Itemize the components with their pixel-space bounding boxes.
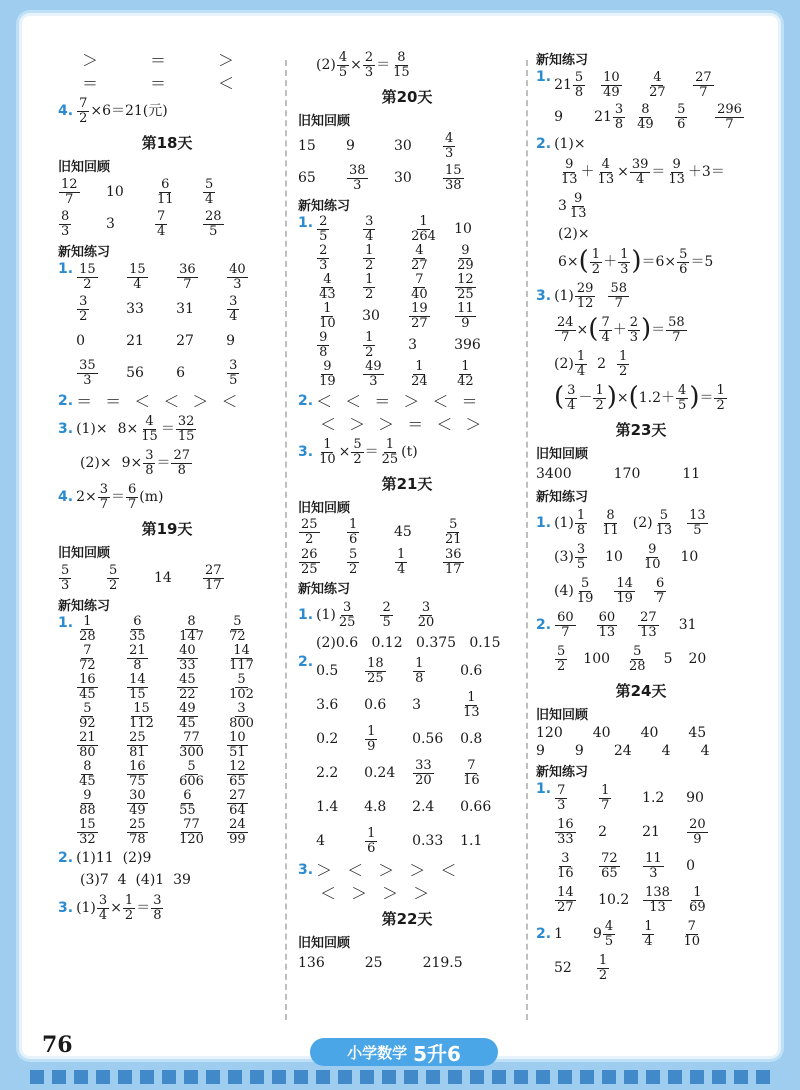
fraction: $\frac{16}{33}$	[557, 816, 574, 847]
review-heading: 旧知回顾	[298, 114, 351, 129]
answer-value: 0.33	[412, 832, 444, 849]
fraction: $\frac{77}{300}$	[179, 730, 204, 760]
fraction: $\frac{8}{15}$	[393, 49, 410, 80]
column-2	[298, 48, 516, 1030]
answer-row: 9 9 24 4 4	[536, 742, 710, 759]
fraction: $\frac{7}{2}$	[79, 95, 88, 126]
fraction: $\frac{3}{4}$	[229, 293, 238, 324]
question-3: 3. (1)× 8× $\frac{4}{15}$ ＝ $\frac{32}{15}$	[58, 413, 195, 444]
fraction: $\frac{49}{45}$	[179, 701, 196, 731]
fraction: $\frac{3}{2}$	[79, 293, 88, 324]
fraction: $\frac{7}{4}$	[157, 208, 166, 239]
fraction: $\frac{77}{120}$	[179, 817, 204, 847]
answer-value: 45	[394, 523, 412, 540]
fraction: $\frac{3}{7}$	[99, 481, 108, 512]
question-3-part-2: (2)× 9× $\frac{3}{8}$ ＝ $\frac{27}{8}$	[80, 447, 191, 478]
fraction: $\frac{9}{8}$	[319, 330, 328, 360]
fraction: $\frac{16}{45}$	[79, 672, 96, 702]
fraction: $\frac{14}{19}$	[616, 575, 633, 606]
fraction: $\frac{25}{78}$	[129, 817, 146, 847]
fraction: $\frac{21}{8}$	[129, 643, 146, 673]
fraction: $\frac{5}{2}$	[353, 436, 362, 467]
fraction: $\frac{6}{35}$	[129, 614, 146, 644]
fraction: $\frac{5}{102}$	[229, 672, 254, 702]
review-heading: 旧知回顾	[58, 546, 111, 561]
fraction: $\frac{7}{4}$	[601, 314, 610, 345]
fraction: $\frac{9}{13}$	[668, 156, 685, 187]
fraction: $\frac{15}{32}$	[79, 817, 96, 847]
answer-value: 9	[226, 332, 235, 349]
fraction: $\frac{3}{20}$	[417, 599, 435, 630]
answer-value: 0.24	[364, 764, 396, 781]
answer-value: 31	[176, 300, 194, 317]
review-heading: 旧知回顾	[298, 936, 351, 951]
answer-value: 0.66	[460, 798, 492, 815]
fraction: $\frac{4}{43}$	[319, 272, 336, 302]
fraction: $\frac{30}{49}$	[129, 788, 146, 818]
fraction: $\frac{1}{2}$	[365, 330, 374, 360]
fraction: $\frac{20}{9}$	[689, 816, 706, 847]
fraction: $\frac{15}{112}$	[129, 701, 154, 731]
answer-value: 9	[346, 137, 355, 154]
answer-value: 21	[642, 823, 660, 840]
practice-heading: 新知练习	[536, 490, 589, 505]
fraction: $\frac{5}{6}$	[679, 246, 688, 277]
fraction: $\frac{3}{8}$	[145, 447, 154, 478]
fraction: 21 $\frac{3}{8}$	[594, 101, 624, 132]
fraction: $\frac{9}{29}$	[457, 243, 474, 273]
fraction: $\frac{8}{49}$	[637, 101, 654, 132]
answer-value: 30	[394, 137, 412, 154]
answer-value: 0.2	[316, 730, 339, 747]
answer-value: 21	[126, 332, 144, 349]
question-4: 4. $\frac{7}{2}$ ×6＝21(元)	[58, 95, 168, 126]
fraction: $\frac{60}{13}$	[598, 609, 616, 640]
question-1: 1. 21 $\frac{5}{8}$ $\frac{10}{49}$ $\frac{4}{27}$ $\frac{27}{7}$ 9 21 $\frac{3}{8}$ $\frac{8}{49}$ $\frac{5}{6}$ $\frac{296}{7}$	[536, 69, 746, 133]
carry-over-answer: (2) $\frac{4}{5}$ × $\frac{2}{3}$ ＝ $\frac{8}{15}$	[316, 49, 410, 80]
fraction: $\frac{10}{49}$	[603, 69, 620, 100]
question-1: 1. $\frac{15}{2}$ $\frac{15}{4}$ $\frac{36}{7}$ $\frac{40}{3}$ $\frac{3}{2}$ 33 31 $\frac{3}{4}$ 0 21 27 9 $\frac{35}{3}$ 56 6 $\frac{3}{5}$	[58, 261, 276, 389]
fraction: $\frac{1}{9}$	[367, 723, 376, 754]
fraction: $\frac{1}{4}$	[576, 348, 586, 379]
fraction: $\frac{5}{2}$	[349, 546, 358, 577]
fraction: $\frac{40}{3}$	[229, 261, 246, 292]
fraction: $\frac{5}{2}$	[109, 562, 118, 593]
fraction: $\frac{19}{27}$	[411, 301, 428, 331]
question-1-part-4: (4) $\frac{5}{19}$ $\frac{14}{19}$ $\frac{6}{7}$	[554, 575, 665, 606]
decorative-stripes	[30, 1070, 770, 1084]
question-3-part-2: (2) $\frac{1}{4}$ 2 $\frac{1}{2}$	[554, 348, 628, 379]
question-2-part-2: $\frac{5}{2}$ 100 $\frac{5}{28}$ 5 20	[557, 643, 707, 674]
fraction: $\frac{1}{24}$	[411, 359, 428, 389]
fraction: $\frac{8}{147}$	[179, 614, 204, 644]
answer-grid	[298, 130, 516, 194]
question-2-work: $\frac{9}{13}$ ＋ $\frac{4}{13}$ × $\frac{39}{4}$ ＝ $\frac{9}{13}$ ＋3＝	[561, 156, 725, 187]
fraction: $\frac{5}{21}$	[445, 516, 462, 547]
fraction: $\frac{3}{8}$	[153, 892, 162, 923]
fraction: $\frac{1}{2}$	[598, 952, 608, 983]
day-title: 第22天	[381, 910, 433, 928]
answer-grid	[58, 562, 276, 594]
fraction: $\frac{1}{4}$	[644, 918, 653, 949]
fraction: $\frac{5}{3}$	[61, 562, 70, 593]
fraction: $\frac{7}{16}$	[463, 757, 480, 788]
answer-value: 1.2	[642, 789, 665, 806]
page-footer	[0, 1030, 800, 1090]
fraction: $\frac{1}{42}$	[457, 359, 474, 389]
day-title: 第21天	[381, 475, 433, 493]
fraction: $\frac{4}{13}$	[597, 156, 615, 187]
fraction: $\frac{32}{15}$	[177, 413, 195, 444]
answer-value: 0.56	[412, 730, 444, 747]
fraction: $\frac{5}{72}$	[229, 614, 246, 644]
day-title: 第24天	[615, 682, 667, 700]
fraction: $\frac{16}{75}$	[129, 759, 146, 789]
answer-value: 65	[298, 169, 316, 186]
question-1: 1. $\frac{1}{28}$ $\frac{6}{35}$ $\frac{8}{147}$ $\frac{5}{72}$ $\frac{7}{72}$ $\frac{21}{8}$ $\frac{40}{33}$ $\frac{14}{117}$ $\frac{16}{45}$ $\frac{14}{15}$ $\frac{45}{22}$ $\frac{5}{102}$ $\frac{5}{92}$ $\frac{15}{112}$ $\frac{49}{45}$ $\frac{3}{800}$ $\frac{21}{80}$ $\frac{25}{81}$ $\frac{77}{300}$ $\frac{10}{51}$ $\frac{8}{45}$ $\frac{16}{75}$ $\frac{5}{606}$ $\frac{12}{65}$ $\frac{9}{88}$ $\frac{30}{49}$ $\frac{6}{55}$ $\frac{27}{64}$ $\frac{15}{32}$ $\frac{25}{78}$ $\frac{77}{120}$ $\frac{24}{99}$	[58, 615, 276, 847]
fraction: $\frac{14}{117}$	[229, 643, 254, 673]
fraction: $\frac{14}{27}$	[557, 884, 574, 915]
fraction: $\frac{1}{28}$	[79, 614, 96, 644]
fraction: $\frac{7}{40}$	[411, 272, 428, 302]
day-title: 第18天	[141, 134, 193, 152]
fraction: $\frac{2}{5}$	[319, 214, 328, 244]
question-4: 4. 2× $\frac{3}{7}$ ＝ $\frac{6}{7}$ (m)	[58, 481, 164, 512]
question-3: 3. (1) $\frac{3}{4}$ × $\frac{1}{2}$ ＝ $\frac{3}{8}$	[58, 892, 162, 923]
column-1	[58, 48, 276, 1030]
fraction: $\frac{5}{13}$	[655, 507, 673, 538]
fraction: $\frac{1}{8}$	[576, 507, 586, 538]
review-heading: 旧知回顾	[58, 160, 111, 175]
question-2: 2. (1)×	[536, 135, 586, 152]
fraction: $\frac{38}{3}$	[349, 162, 366, 193]
fraction: $\frac{2}{5}$	[382, 599, 391, 630]
fraction: $\frac{3}{5}$	[229, 357, 238, 388]
answer-value: 4.8	[364, 798, 387, 815]
question-3-work: $\frac{24}{7}$ × ( $\frac{7}{4}$ ＋ $\frac{2}{3}$ ) ＝ $\frac{58}{7}$	[557, 314, 685, 345]
question-2-result: 3 $\frac{9}{13}$	[558, 190, 587, 221]
fraction: $\frac{1}{10}$	[319, 301, 336, 331]
answer-value: 3	[408, 337, 417, 354]
day-title: 第23天	[615, 421, 667, 439]
fraction: $\frac{4}{5}$	[604, 918, 614, 949]
fraction: $\frac{8}{11}$	[602, 507, 619, 538]
fraction: $\frac{25}{81}$	[129, 730, 146, 760]
answer-grid	[554, 781, 730, 917]
fraction: $\frac{10}{51}$	[229, 730, 246, 760]
fraction: $\frac{72}{65}$	[601, 850, 618, 881]
fraction: $\frac{9}{13}$	[569, 190, 587, 221]
fraction: $\frac{7}{3}$	[557, 782, 566, 813]
fraction: $\frac{27}{7}$	[695, 69, 712, 100]
question-2: 2. ＝ ＝ ＜ ＜ ＞ ＜	[58, 392, 238, 411]
fraction: $\frac{1}{2}$	[595, 382, 604, 413]
compare-row: ＝ ＝ ＜	[82, 74, 235, 93]
review-heading: 旧知回顾	[536, 708, 589, 723]
fraction: $\frac{5}{92}$	[79, 701, 96, 731]
fraction: $\frac{6}{7}$	[655, 575, 665, 606]
fraction: $\frac{6}{7}$	[127, 481, 137, 512]
fraction: $\frac{58}{7}$	[610, 280, 627, 311]
question-2-part-2: (3)7 4 (4)1 39	[80, 871, 191, 888]
answer-value: 1.1	[460, 832, 483, 849]
compare-row: ＞ ＝ ＞	[82, 51, 235, 70]
fraction: $\frac{1}{6}$	[367, 825, 376, 856]
question-1-part-3: (3) $\frac{3}{5}$ 10 $\frac{9}{10}$ 10	[554, 541, 699, 572]
fraction: $\frac{1}{7}$	[601, 782, 610, 813]
answer-value: 15	[298, 137, 316, 154]
answer-value: 2.2	[316, 764, 339, 781]
fraction: $\frac{1}{3}$	[620, 246, 629, 277]
book-title-banner: 小学数学 5升6	[310, 1038, 498, 1066]
fraction: $\frac{3}{4}$	[98, 892, 108, 923]
fraction: $\frac{1}{2}$	[591, 246, 601, 277]
fraction: $\frac{4}{27}$	[411, 243, 428, 273]
fraction: $\frac{12}{65}$	[229, 759, 246, 789]
fraction: $\frac{7}{72}$	[79, 643, 96, 673]
practice-heading: 新知练习	[58, 245, 111, 260]
answer-value: 27	[176, 332, 194, 349]
fraction: $\frac{3}{16}$	[557, 850, 574, 881]
answer-grid	[76, 261, 276, 389]
fraction: $\frac{25}{2}$	[301, 516, 318, 547]
answer-value: 0.8	[460, 730, 483, 747]
answer-value: 0.5	[316, 662, 339, 679]
answer-value: 56	[126, 364, 144, 381]
practice-heading: 新知练习	[58, 599, 111, 614]
fraction: $\frac{5}{28}$	[629, 643, 646, 674]
fraction: $\frac{2}{3}$	[364, 49, 374, 80]
fraction: $\frac{60}{7}$	[557, 609, 574, 640]
fraction: $\frac{12}{7}$	[61, 176, 78, 207]
fraction: $\frac{3}{4}$	[567, 382, 576, 413]
fraction: $\frac{29}{12}$	[576, 280, 594, 311]
fraction: $\frac{24}{7}$	[557, 314, 574, 345]
fraction: $\frac{4}{5}$	[678, 382, 687, 413]
question-1: 1. $\frac{2}{5}$ $\frac{3}{4}$ $\frac{1}{264}$ 10 $\frac{2}{3}$ $\frac{1}{2}$ $\frac{4}{27}$ $\frac{9}{29}$ $\frac{4}{43}$ $\frac{1}{2}$ $\frac{7}{40}$ $\frac{12}{25}$ $\frac{1}{10}$ 30 $\frac{19}{27}$ $\frac{11}{9}$ $\frac{9}{8}$ $\frac{1}{2}$ 3 396 $\frac{9}{19}$ $\frac{49}{3}$ $\frac{1}{24}$ $\frac{1}{42}$	[298, 215, 516, 389]
fraction: $\frac{1}{13}$	[463, 689, 480, 720]
answer-value: 14	[154, 569, 172, 586]
fraction: $\frac{27}{13}$	[640, 609, 657, 640]
fraction: $\frac{9}{19}$	[319, 359, 336, 389]
fraction: $\frac{18}{25}$	[367, 655, 384, 686]
answer-grid	[554, 101, 754, 133]
question-2-part-2: ＜ ＞ ＞ ＝ ＜ ＞	[320, 415, 482, 434]
fraction: $\frac{27}{64}$	[229, 788, 246, 818]
fraction: $\frac{33}{20}$	[415, 757, 432, 788]
question-2: 2. $\frac{60}{7}$ $\frac{60}{13}$ $\frac{27}{13}$ 31	[536, 609, 697, 640]
answer-value: 6	[176, 364, 185, 381]
question-2-part-2-work: 6× ( $\frac{1}{2}$ ＋ $\frac{1}{3}$ ) ＝6× $\frac{5}{6}$ ＝5	[558, 246, 714, 277]
review-heading: 旧知回顾	[298, 501, 351, 516]
page-number: 76	[42, 1032, 73, 1058]
answer-value: 3	[412, 696, 421, 713]
answer-value: 9	[554, 108, 563, 125]
fraction: $\frac{24}{99}$	[229, 817, 246, 847]
fraction: $\frac{4}{27}$	[649, 69, 666, 100]
question-3: 3. (1) $\frac{29}{12}$ $\frac{58}{7}$	[536, 280, 627, 311]
fraction: $\frac{9}{13}$	[561, 156, 578, 187]
question-3-part-2-work: ( $\frac{3}{4}$ － $\frac{1}{2}$ ) × ( 1.2＋ $\frac{4}{5}$ ) ＝ $\frac{1}{2}$	[554, 382, 725, 413]
answer-value: 396	[454, 337, 481, 354]
fraction: $\frac{138}{13}$	[645, 884, 670, 915]
answer-value: 2.4	[412, 798, 435, 815]
fraction: $\frac{1}{10}$	[319, 436, 336, 467]
fraction: $\frac{7}{10}$	[683, 918, 701, 949]
fraction: $\frac{3}{800}$	[229, 701, 254, 731]
fraction: $\frac{14}{15}$	[129, 672, 146, 702]
question-2: 2. ＜ ＜ ＝ ＞ ＜ ＝	[298, 392, 478, 411]
fraction: $\frac{6}{11}$	[157, 176, 174, 207]
answer-row: 136 25 219.5	[298, 954, 463, 971]
fraction: $\frac{40}{33}$	[179, 643, 196, 673]
fraction: $\frac{15}{4}$	[129, 261, 146, 292]
question-1: 1. $\frac{7}{3}$ $\frac{1}{7}$ 1.2 90 $\frac{16}{33}$ 2 21 $\frac{20}{9}$ $\frac{3}{16}$ $\frac{72}{65}$ $\frac{11}{3}$ 0 $\frac{14}{27}$ 10.2 $\frac{138}{13}$ $\frac{1}{69}$	[536, 781, 746, 917]
fraction: $\frac{1}{8}$	[415, 655, 424, 686]
column-3	[536, 48, 746, 1030]
answer-value: 2	[598, 823, 607, 840]
answer-value: 0	[686, 857, 695, 874]
fraction: $\frac{35}{3}$	[79, 357, 96, 388]
fraction: $\frac{27}{17}$	[205, 562, 222, 593]
fraction: $\frac{2}{3}$	[629, 314, 638, 345]
answer-value: 0.6	[364, 696, 387, 713]
fraction: $\frac{3}{25}$	[338, 599, 356, 630]
fraction: $\frac{8}{45}$	[79, 759, 96, 789]
day-title: 第20天	[381, 88, 433, 106]
review-heading: 旧知回顾	[536, 447, 589, 462]
fraction: $\frac{45}{22}$	[179, 672, 196, 702]
answer-value: 1.4	[316, 798, 339, 815]
answer-value: 0	[76, 332, 85, 349]
column-divider	[526, 60, 528, 1020]
fraction: $\frac{1}{2}$	[619, 348, 628, 379]
fraction: $\frac{8}{3}$	[61, 208, 70, 239]
answer-grid	[316, 215, 500, 389]
day-title: 第19天	[141, 520, 193, 538]
practice-heading: 新知练习	[536, 765, 589, 780]
question-2: 2. (1)11 (2)9	[58, 849, 152, 866]
fraction: $\frac{4}{5}$	[338, 49, 348, 80]
question-1: 1. (1) $\frac{1}{8}$ $\frac{8}{11}$ (2) $\frac{5}{13}$ $\frac{13}{5}$	[536, 507, 706, 538]
question-2-part-2: 52 $\frac{1}{2}$	[554, 952, 608, 983]
fraction: $\frac{13}{5}$	[689, 507, 706, 538]
question-2: 2. 1 9 $\frac{4}{5}$ $\frac{1}{4}$ $\frac{7}{10}$	[536, 918, 701, 949]
fraction: $\frac{27}{8}$	[173, 447, 191, 478]
answer-grid	[316, 654, 508, 858]
question-2-part-2: (2)×	[558, 225, 590, 242]
fraction: $\frac{58}{7}$	[668, 314, 685, 345]
practice-heading: 新知练习	[536, 53, 589, 68]
answer-value: 0.6	[460, 662, 483, 679]
answer-row: 3400 170 11	[536, 465, 701, 482]
answer-value: 10.2	[598, 891, 630, 908]
answer-value: 10	[106, 183, 124, 200]
answer-grid	[58, 176, 276, 240]
fraction: $\frac{11}{9}$	[457, 301, 474, 331]
fraction: $\frac{36}{17}$	[445, 546, 462, 577]
fraction: $\frac{21}{80}$	[79, 730, 96, 760]
fraction: $\frac{1}{2}$	[365, 243, 374, 273]
fraction: $\frac{26}{25}$	[301, 546, 318, 577]
question-3-part-2: ＜ ＞ ＞ ＞	[320, 884, 430, 903]
fraction: $\frac{1}{6}$	[349, 516, 358, 547]
answer-grid	[298, 517, 516, 577]
answer-value: 30	[394, 169, 412, 186]
question-1: 1. (1) $\frac{3}{25}$ $\frac{2}{5}$ $\frac{3}{20}$	[298, 599, 435, 630]
fraction: $\frac{3}{5}$	[576, 541, 586, 572]
answer-value: 3.6	[316, 696, 339, 713]
answer-value: 33	[126, 300, 144, 317]
fraction: $\frac{6}{55}$	[179, 788, 196, 818]
practice-heading: 新知练习	[298, 582, 351, 597]
answer-value: 4	[316, 832, 325, 849]
fraction: 21 $\frac{5}{8}$	[554, 69, 584, 100]
fraction: $\frac{2}{3}$	[319, 243, 328, 273]
fraction: $\frac{39}{4}$	[631, 156, 649, 187]
answer-value: 30	[362, 308, 380, 325]
fraction: $\frac{5}{6}$	[677, 101, 686, 132]
column-divider	[285, 60, 287, 1020]
fraction: $\frac{4}{3}$	[445, 130, 454, 161]
fraction: $\frac{1}{69}$	[689, 884, 706, 915]
fraction: $\frac{36}{7}$	[179, 261, 196, 292]
fraction: $\frac{11}{3}$	[645, 850, 662, 881]
answer-grid	[554, 69, 754, 101]
fraction: $\frac{3}{4}$	[365, 214, 374, 244]
fraction: $\frac{15}{2}$	[79, 261, 96, 292]
fraction: $\frac{4}{15}$	[141, 413, 158, 444]
fraction: $\frac{5}{606}$	[179, 759, 204, 789]
answer-grid	[76, 615, 276, 847]
fraction: $\frac{9}{88}$	[79, 788, 96, 818]
fraction: $\frac{1}{264}$	[411, 214, 436, 244]
answer-value: 10	[454, 221, 472, 238]
answer-value: 3	[106, 215, 115, 232]
fraction: $\frac{1}{2}$	[124, 892, 134, 923]
practice-heading: 新知练习	[298, 199, 351, 214]
fraction: $\frac{12}{25}$	[457, 272, 474, 302]
question-1-part-2: (2)0.6 0.12 0.375 0.15	[316, 634, 501, 651]
fraction: $\frac{15}{38}$	[445, 162, 462, 193]
fraction: $\frac{5}{2}$	[557, 643, 566, 674]
answer-value: 90	[686, 789, 704, 806]
fraction: $\frac{28}{5}$	[205, 208, 222, 239]
question-3: 3. $\frac{1}{10}$ × $\frac{5}{2}$ ＝ $\frac{1}{25}$ (t)	[298, 436, 418, 467]
fraction: $\frac{5}{4}$	[205, 176, 214, 207]
question-3: 3. ＞ ＜ ＞ ＞ ＜	[298, 861, 457, 880]
fraction: $\frac{296}{7}$	[717, 101, 742, 132]
fraction: $\frac{49}{3}$	[365, 359, 382, 389]
fraction: $\frac{1}{25}$	[381, 436, 399, 467]
fraction: $\frac{1}{4}$	[397, 546, 406, 577]
fraction: $\frac{5}{19}$	[576, 575, 594, 606]
fraction: $\frac{1}{2}$	[716, 382, 725, 413]
fraction: $\frac{9}{10}$	[643, 541, 661, 572]
fraction: $\frac{1}{2}$	[365, 272, 374, 302]
answer-row: 120 40 40 45	[536, 724, 707, 741]
question-2: 2. 0.5 $\frac{18}{25}$ $\frac{1}{8}$ 0.6 3.6 0.6 3 $\frac{1}{13}$ 0.2 $\frac{1}{9}$ 0.56 0.8 2.2 0.24 $\frac{33}{20}$ $\frac{7}{16}$ 1.4 4.8 2.4 0.66 4 $\frac{1}{6}$ 0.33 1.1	[298, 654, 516, 858]
